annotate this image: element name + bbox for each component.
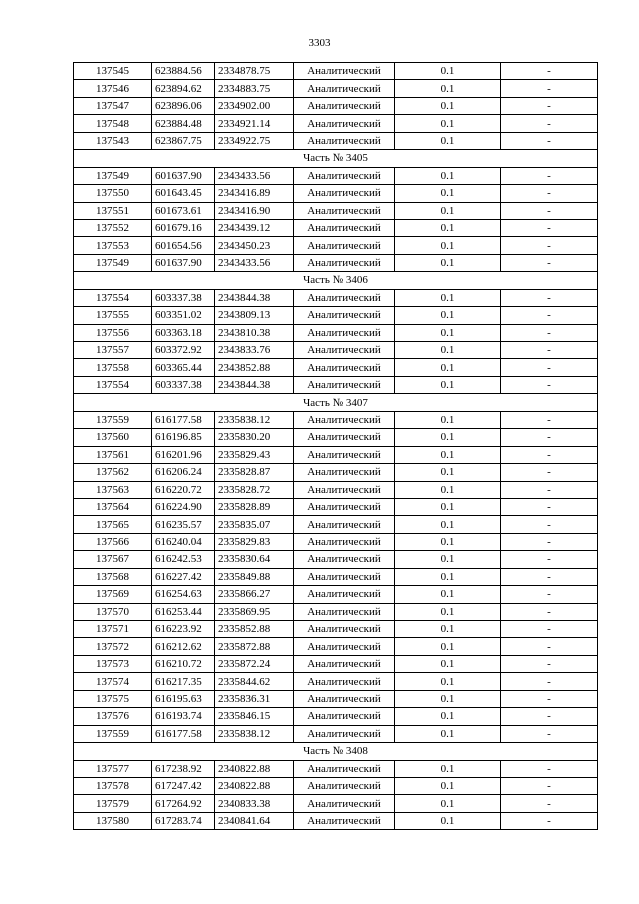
- note-cell: -: [501, 464, 598, 481]
- table-row: [74, 202, 598, 219]
- table-row: [74, 481, 598, 498]
- table-row: [74, 621, 598, 638]
- part-header-row: [74, 272, 598, 289]
- x-coordinate-cell: 616195.63: [152, 690, 215, 707]
- y-coordinate-cell: 2335872.24: [215, 655, 294, 672]
- point-number-cell: 137554: [74, 289, 152, 306]
- note-cell: -: [501, 777, 598, 794]
- note-cell: -: [501, 498, 598, 515]
- accuracy-cell: 0.1: [395, 132, 501, 149]
- note-cell: -: [501, 359, 598, 376]
- point-number-cell: 137552: [74, 219, 152, 236]
- note-cell: -: [501, 586, 598, 603]
- table-row: [74, 777, 598, 794]
- table-row: [74, 115, 598, 132]
- table-row: [74, 551, 598, 568]
- point-number-cell: 137546: [74, 80, 152, 97]
- x-coordinate-cell: 616177.58: [152, 725, 215, 742]
- y-coordinate-cell: 2343844.38: [215, 376, 294, 393]
- method-cell: Аналитический: [294, 586, 395, 603]
- point-number-cell: 137562: [74, 464, 152, 481]
- point-number-cell: 137577: [74, 760, 152, 777]
- point-number-cell: 137551: [74, 202, 152, 219]
- method-cell: Аналитический: [294, 708, 395, 725]
- x-coordinate-cell: 623884.48: [152, 115, 215, 132]
- x-coordinate-cell: 603365.44: [152, 359, 215, 376]
- method-cell: Аналитический: [294, 324, 395, 341]
- accuracy-cell: 0.1: [395, 202, 501, 219]
- x-coordinate-cell: 601637.90: [152, 254, 215, 271]
- y-coordinate-cell: 2335828.89: [215, 498, 294, 515]
- note-cell: -: [501, 690, 598, 707]
- coordinates-table-body: [74, 63, 598, 830]
- table-row: [74, 760, 598, 777]
- x-coordinate-cell: 601643.45: [152, 185, 215, 202]
- part-title: Часть № 3406: [74, 272, 598, 289]
- table-row: [74, 533, 598, 550]
- x-coordinate-cell: 616206.24: [152, 464, 215, 481]
- table-row: [74, 429, 598, 446]
- note-cell: -: [501, 289, 598, 306]
- table-row: [74, 812, 598, 829]
- note-cell: -: [501, 708, 598, 725]
- method-cell: Аналитический: [294, 690, 395, 707]
- part-title: Часть № 3408: [74, 743, 598, 760]
- table-row: [74, 376, 598, 393]
- method-cell: Аналитический: [294, 307, 395, 324]
- method-cell: Аналитический: [294, 533, 395, 550]
- y-coordinate-cell: 2334922.75: [215, 132, 294, 149]
- x-coordinate-cell: 616223.92: [152, 621, 215, 638]
- x-coordinate-cell: 623896.06: [152, 97, 215, 114]
- method-cell: Аналитический: [294, 132, 395, 149]
- method-cell: Аналитический: [294, 411, 395, 428]
- accuracy-cell: 0.1: [395, 673, 501, 690]
- point-number-cell: 137556: [74, 324, 152, 341]
- x-coordinate-cell: 623894.62: [152, 80, 215, 97]
- accuracy-cell: 0.1: [395, 586, 501, 603]
- y-coordinate-cell: 2335829.83: [215, 533, 294, 550]
- table-row: [74, 185, 598, 202]
- accuracy-cell: 0.1: [395, 603, 501, 620]
- x-coordinate-cell: 617238.92: [152, 760, 215, 777]
- method-cell: Аналитический: [294, 63, 395, 80]
- point-number-cell: 137543: [74, 132, 152, 149]
- point-number-cell: 137578: [74, 777, 152, 794]
- point-number-cell: 137549: [74, 167, 152, 184]
- part-header-row: [74, 150, 598, 167]
- y-coordinate-cell: 2343833.76: [215, 342, 294, 359]
- y-coordinate-cell: 2334883.75: [215, 80, 294, 97]
- note-cell: -: [501, 254, 598, 271]
- table-row: [74, 132, 598, 149]
- note-cell: -: [501, 481, 598, 498]
- y-coordinate-cell: 2343433.56: [215, 254, 294, 271]
- y-coordinate-cell: 2335828.87: [215, 464, 294, 481]
- y-coordinate-cell: 2335828.72: [215, 481, 294, 498]
- method-cell: Аналитический: [294, 655, 395, 672]
- y-coordinate-cell: 2343439.12: [215, 219, 294, 236]
- x-coordinate-cell: 603363.18: [152, 324, 215, 341]
- part-title: Часть № 3407: [74, 394, 598, 411]
- accuracy-cell: 0.1: [395, 777, 501, 794]
- y-coordinate-cell: 2335838.12: [215, 725, 294, 742]
- note-cell: -: [501, 202, 598, 219]
- method-cell: Аналитический: [294, 342, 395, 359]
- y-coordinate-cell: 2335849.88: [215, 568, 294, 585]
- accuracy-cell: 0.1: [395, 63, 501, 80]
- x-coordinate-cell: 623867.75: [152, 132, 215, 149]
- accuracy-cell: 0.1: [395, 481, 501, 498]
- table-row: [74, 516, 598, 533]
- accuracy-cell: 0.1: [395, 97, 501, 114]
- x-coordinate-cell: 616253.44: [152, 603, 215, 620]
- table-row: [74, 63, 598, 80]
- y-coordinate-cell: 2335836.31: [215, 690, 294, 707]
- x-coordinate-cell: 623884.56: [152, 63, 215, 80]
- method-cell: Аналитический: [294, 80, 395, 97]
- y-coordinate-cell: 2335872.88: [215, 638, 294, 655]
- x-coordinate-cell: 616210.72: [152, 655, 215, 672]
- note-cell: -: [501, 237, 598, 254]
- table-row: [74, 446, 598, 463]
- x-coordinate-cell: 616235.57: [152, 516, 215, 533]
- note-cell: -: [501, 655, 598, 672]
- note-cell: -: [501, 638, 598, 655]
- point-number-cell: 137547: [74, 97, 152, 114]
- accuracy-cell: 0.1: [395, 254, 501, 271]
- method-cell: Аналитический: [294, 167, 395, 184]
- note-cell: -: [501, 63, 598, 80]
- note-cell: -: [501, 568, 598, 585]
- x-coordinate-cell: 601637.90: [152, 167, 215, 184]
- y-coordinate-cell: 2343450.23: [215, 237, 294, 254]
- table-row: [74, 603, 598, 620]
- x-coordinate-cell: 601673.61: [152, 202, 215, 219]
- table-row: [74, 342, 598, 359]
- accuracy-cell: 0.1: [395, 621, 501, 638]
- note-cell: -: [501, 324, 598, 341]
- coordinates-table: [73, 62, 598, 830]
- y-coordinate-cell: 2335866.27: [215, 586, 294, 603]
- accuracy-cell: 0.1: [395, 533, 501, 550]
- method-cell: Аналитический: [294, 673, 395, 690]
- accuracy-cell: 0.1: [395, 342, 501, 359]
- note-cell: -: [501, 673, 598, 690]
- x-coordinate-cell: 617247.42: [152, 777, 215, 794]
- method-cell: Аналитический: [294, 760, 395, 777]
- point-number-cell: 137550: [74, 185, 152, 202]
- y-coordinate-cell: 2334921.14: [215, 115, 294, 132]
- part-header-row: [74, 743, 598, 760]
- accuracy-cell: 0.1: [395, 760, 501, 777]
- method-cell: Аналитический: [294, 812, 395, 829]
- accuracy-cell: 0.1: [395, 324, 501, 341]
- y-coordinate-cell: 2335830.20: [215, 429, 294, 446]
- point-number-cell: 137576: [74, 708, 152, 725]
- method-cell: Аналитический: [294, 429, 395, 446]
- x-coordinate-cell: 603337.38: [152, 289, 215, 306]
- point-number-cell: 137579: [74, 795, 152, 812]
- method-cell: Аналитический: [294, 795, 395, 812]
- table-row: [74, 568, 598, 585]
- y-coordinate-cell: 2335844.62: [215, 673, 294, 690]
- accuracy-cell: 0.1: [395, 167, 501, 184]
- method-cell: Аналитический: [294, 481, 395, 498]
- x-coordinate-cell: 616217.35: [152, 673, 215, 690]
- accuracy-cell: 0.1: [395, 708, 501, 725]
- y-coordinate-cell: 2343416.90: [215, 202, 294, 219]
- accuracy-cell: 0.1: [395, 289, 501, 306]
- point-number-cell: 137570: [74, 603, 152, 620]
- method-cell: Аналитический: [294, 638, 395, 655]
- table-row: [74, 498, 598, 515]
- accuracy-cell: 0.1: [395, 795, 501, 812]
- x-coordinate-cell: 616201.96: [152, 446, 215, 463]
- note-cell: -: [501, 621, 598, 638]
- y-coordinate-cell: 2335869.95: [215, 603, 294, 620]
- x-coordinate-cell: 617283.74: [152, 812, 215, 829]
- note-cell: -: [501, 219, 598, 236]
- point-number-cell: 137572: [74, 638, 152, 655]
- accuracy-cell: 0.1: [395, 638, 501, 655]
- table-row: [74, 673, 598, 690]
- accuracy-cell: 0.1: [395, 446, 501, 463]
- point-number-cell: 137566: [74, 533, 152, 550]
- accuracy-cell: 0.1: [395, 219, 501, 236]
- point-number-cell: 137554: [74, 376, 152, 393]
- y-coordinate-cell: 2340822.88: [215, 777, 294, 794]
- point-number-cell: 137561: [74, 446, 152, 463]
- y-coordinate-cell: 2343810.38: [215, 324, 294, 341]
- point-number-cell: 137559: [74, 411, 152, 428]
- accuracy-cell: 0.1: [395, 411, 501, 428]
- accuracy-cell: 0.1: [395, 185, 501, 202]
- point-number-cell: 137567: [74, 551, 152, 568]
- x-coordinate-cell: 616196.85: [152, 429, 215, 446]
- note-cell: -: [501, 185, 598, 202]
- method-cell: Аналитический: [294, 603, 395, 620]
- table-row: [74, 586, 598, 603]
- table-row: [74, 464, 598, 481]
- y-coordinate-cell: 2335846.15: [215, 708, 294, 725]
- y-coordinate-cell: 2335852.88: [215, 621, 294, 638]
- x-coordinate-cell: 616227.42: [152, 568, 215, 585]
- point-number-cell: 137565: [74, 516, 152, 533]
- method-cell: Аналитический: [294, 359, 395, 376]
- point-number-cell: 137545: [74, 63, 152, 80]
- point-number-cell: 137548: [74, 115, 152, 132]
- table-row: [74, 411, 598, 428]
- point-number-cell: 137574: [74, 673, 152, 690]
- method-cell: Аналитический: [294, 237, 395, 254]
- y-coordinate-cell: 2335829.43: [215, 446, 294, 463]
- method-cell: Аналитический: [294, 254, 395, 271]
- table-row: [74, 219, 598, 236]
- table-row: [74, 638, 598, 655]
- table-row: [74, 324, 598, 341]
- y-coordinate-cell: 2335830.64: [215, 551, 294, 568]
- point-number-cell: 137563: [74, 481, 152, 498]
- page-number: 3303: [308, 37, 331, 49]
- accuracy-cell: 0.1: [395, 516, 501, 533]
- y-coordinate-cell: 2343809.13: [215, 307, 294, 324]
- note-cell: -: [501, 446, 598, 463]
- x-coordinate-cell: 603337.38: [152, 376, 215, 393]
- part-title: Часть № 3405: [74, 150, 598, 167]
- x-coordinate-cell: 601654.56: [152, 237, 215, 254]
- accuracy-cell: 0.1: [395, 568, 501, 585]
- accuracy-cell: 0.1: [395, 429, 501, 446]
- method-cell: Аналитический: [294, 219, 395, 236]
- y-coordinate-cell: 2340822.88: [215, 760, 294, 777]
- point-number-cell: 137580: [74, 812, 152, 829]
- part-header-row: [74, 394, 598, 411]
- method-cell: Аналитический: [294, 551, 395, 568]
- table-row: [74, 359, 598, 376]
- table-row: [74, 254, 598, 271]
- x-coordinate-cell: 603372.92: [152, 342, 215, 359]
- table-row: [74, 655, 598, 672]
- point-number-cell: 137560: [74, 429, 152, 446]
- accuracy-cell: 0.1: [395, 655, 501, 672]
- table-row: [74, 289, 598, 306]
- accuracy-cell: 0.1: [395, 237, 501, 254]
- x-coordinate-cell: 616242.53: [152, 551, 215, 568]
- note-cell: -: [501, 760, 598, 777]
- note-cell: -: [501, 97, 598, 114]
- accuracy-cell: 0.1: [395, 80, 501, 97]
- point-number-cell: 137568: [74, 568, 152, 585]
- note-cell: -: [501, 533, 598, 550]
- note-cell: -: [501, 132, 598, 149]
- note-cell: -: [501, 411, 598, 428]
- table-row: [74, 690, 598, 707]
- note-cell: -: [501, 342, 598, 359]
- note-cell: -: [501, 80, 598, 97]
- point-number-cell: 137555: [74, 307, 152, 324]
- method-cell: Аналитический: [294, 725, 395, 742]
- method-cell: Аналитический: [294, 289, 395, 306]
- y-coordinate-cell: 2334878.75: [215, 63, 294, 80]
- x-coordinate-cell: 616193.74: [152, 708, 215, 725]
- note-cell: -: [501, 795, 598, 812]
- note-cell: -: [501, 429, 598, 446]
- y-coordinate-cell: 2343844.38: [215, 289, 294, 306]
- method-cell: Аналитический: [294, 568, 395, 585]
- point-number-cell: 137569: [74, 586, 152, 603]
- method-cell: Аналитический: [294, 446, 395, 463]
- table-row: [74, 97, 598, 114]
- note-cell: -: [501, 376, 598, 393]
- point-number-cell: 137557: [74, 342, 152, 359]
- x-coordinate-cell: 616212.62: [152, 638, 215, 655]
- y-coordinate-cell: 2334902.00: [215, 97, 294, 114]
- method-cell: Аналитический: [294, 464, 395, 481]
- accuracy-cell: 0.1: [395, 551, 501, 568]
- x-coordinate-cell: 616220.72: [152, 481, 215, 498]
- y-coordinate-cell: 2343433.56: [215, 167, 294, 184]
- accuracy-cell: 0.1: [395, 725, 501, 742]
- x-coordinate-cell: 601679.16: [152, 219, 215, 236]
- y-coordinate-cell: 2340833.38: [215, 795, 294, 812]
- method-cell: Аналитический: [294, 498, 395, 515]
- accuracy-cell: 0.1: [395, 812, 501, 829]
- x-coordinate-cell: 616254.63: [152, 586, 215, 603]
- method-cell: Аналитический: [294, 777, 395, 794]
- note-cell: -: [501, 551, 598, 568]
- accuracy-cell: 0.1: [395, 498, 501, 515]
- table-row: [74, 167, 598, 184]
- note-cell: -: [501, 516, 598, 533]
- accuracy-cell: 0.1: [395, 376, 501, 393]
- table-row: [74, 237, 598, 254]
- x-coordinate-cell: 603351.02: [152, 307, 215, 324]
- point-number-cell: 137564: [74, 498, 152, 515]
- x-coordinate-cell: 616240.04: [152, 533, 215, 550]
- method-cell: Аналитический: [294, 376, 395, 393]
- accuracy-cell: 0.1: [395, 464, 501, 481]
- note-cell: -: [501, 115, 598, 132]
- note-cell: -: [501, 307, 598, 324]
- method-cell: Аналитический: [294, 516, 395, 533]
- method-cell: Аналитический: [294, 202, 395, 219]
- x-coordinate-cell: 617264.92: [152, 795, 215, 812]
- y-coordinate-cell: 2343416.89: [215, 185, 294, 202]
- accuracy-cell: 0.1: [395, 359, 501, 376]
- method-cell: Аналитический: [294, 97, 395, 114]
- point-number-cell: 137575: [74, 690, 152, 707]
- method-cell: Аналитический: [294, 115, 395, 132]
- table-row: [74, 708, 598, 725]
- x-coordinate-cell: 616177.58: [152, 411, 215, 428]
- y-coordinate-cell: 2335835.07: [215, 516, 294, 533]
- x-coordinate-cell: 616224.90: [152, 498, 215, 515]
- point-number-cell: 137553: [74, 237, 152, 254]
- method-cell: Аналитический: [294, 185, 395, 202]
- table-row: [74, 80, 598, 97]
- point-number-cell: 137571: [74, 621, 152, 638]
- point-number-cell: 137559: [74, 725, 152, 742]
- table-row: [74, 795, 598, 812]
- accuracy-cell: 0.1: [395, 307, 501, 324]
- table-row: [74, 307, 598, 324]
- accuracy-cell: 0.1: [395, 115, 501, 132]
- note-cell: -: [501, 167, 598, 184]
- y-coordinate-cell: 2335838.12: [215, 411, 294, 428]
- point-number-cell: 137549: [74, 254, 152, 271]
- table-row: [74, 725, 598, 742]
- method-cell: Аналитический: [294, 621, 395, 638]
- point-number-cell: 137558: [74, 359, 152, 376]
- note-cell: -: [501, 812, 598, 829]
- y-coordinate-cell: 2343852.88: [215, 359, 294, 376]
- point-number-cell: 137573: [74, 655, 152, 672]
- note-cell: -: [501, 603, 598, 620]
- y-coordinate-cell: 2340841.64: [215, 812, 294, 829]
- note-cell: -: [501, 725, 598, 742]
- accuracy-cell: 0.1: [395, 690, 501, 707]
